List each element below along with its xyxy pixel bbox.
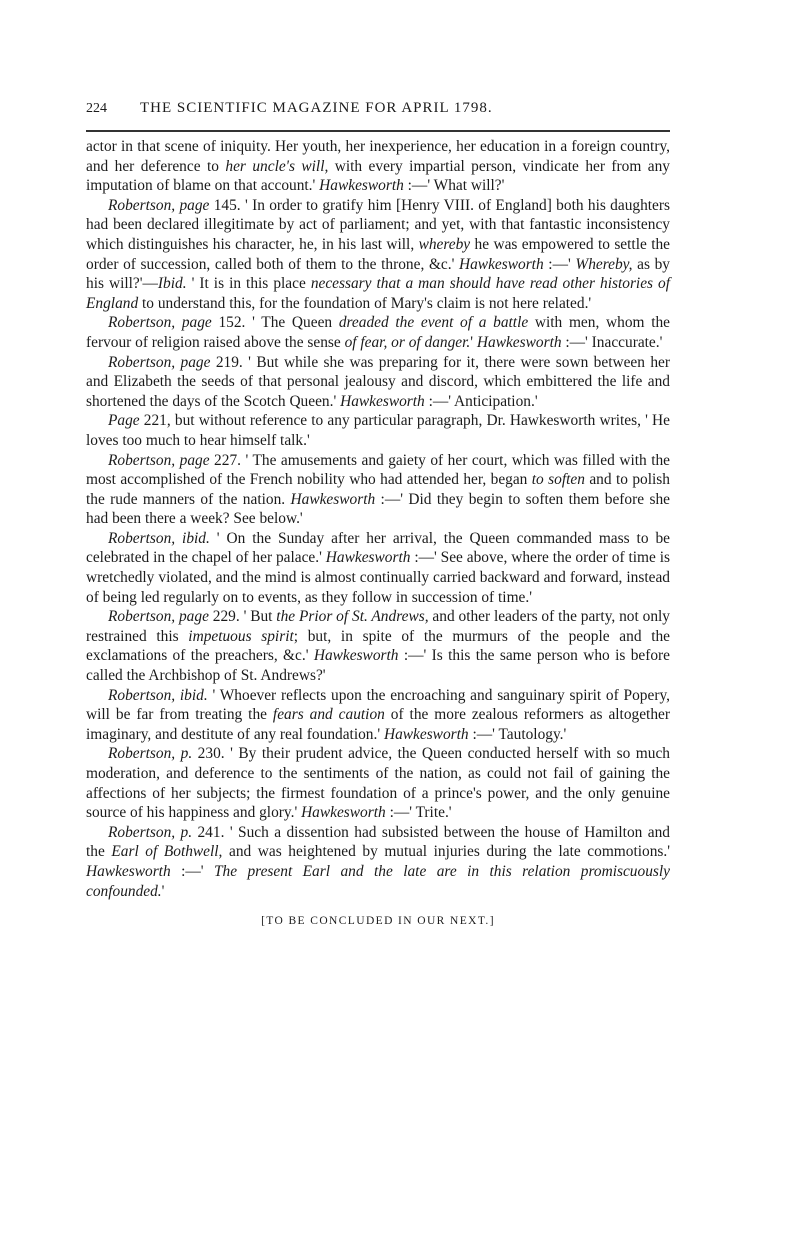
text-run: and to polish the rude manners of the nation. (86, 471, 670, 508)
paragraph (86, 686, 670, 745)
text-run: as by his will?'— (86, 255, 670, 293)
text-run: :—' Trite.' (385, 804, 452, 822)
paragraph (86, 137, 670, 196)
italic-text: Hawkesworth (313, 647, 399, 665)
text-run: ; but, in spite of the murmurs of the people and the exclamations of the preachers, &c.' (86, 627, 671, 665)
article-body (86, 137, 670, 901)
italic-text: Hawkesworth (325, 549, 411, 567)
text-run: :—' Anticipation.' (424, 392, 538, 410)
text-run: 145. ' In order to gratify him [Henry VIII. of England] both his daughters had been declared illegitimate by act of parliament; and yet, with that fantastic inconsistency which distinguishes his character, he, in his last will, (86, 196, 670, 253)
text-run: :—' See above, where the order of time is wretchedly violated, and the mind is almost continually carried backward and forward, instead of being led regularly on to events, as they follow in succession of time.' (86, 549, 671, 606)
italic-text: Robertson, page (108, 196, 210, 214)
italic-text: Hawkesworth (459, 255, 544, 273)
italic-text: Robertson, p. (108, 823, 193, 841)
text-run: with every impartial person, vindicate her from any imputation of blame on that account.' (86, 157, 670, 195)
italic-text: Page (108, 412, 140, 430)
italic-text: Robertson, p. (108, 745, 193, 763)
text-run: he was empowered to settle the order of succession, called both of them to the throne, &c.' (86, 235, 670, 273)
italic-text: Hawkesworth (301, 804, 386, 822)
paragraph (86, 607, 670, 685)
italic-text: Hawkesworth (383, 725, 469, 743)
text-run: :—' What will?' (403, 177, 505, 195)
text-run: ' Whoever reflects upon the encroaching and sanguinary spirit of Popery, will be far from treating the (86, 686, 670, 724)
text-run: with men, whom the fervour of religion raised above the sense (86, 314, 670, 351)
paragraph (86, 823, 670, 901)
italic-text: Robertson, page (108, 608, 209, 626)
page-number: 224 (86, 101, 107, 116)
text-run: 229. ' But (208, 608, 277, 626)
paragraph (86, 353, 670, 412)
italic-text: Robertson, page (108, 314, 212, 332)
paragraph (86, 411, 670, 450)
paragraph (86, 744, 670, 822)
italic-text: impetuous spirit (188, 627, 294, 645)
italic-text: Hawkesworth (476, 333, 562, 351)
text-run: :—' (543, 255, 576, 273)
text-run: and was heightened by mutual injuries during the late commotions.' (222, 843, 671, 861)
paragraph (86, 529, 670, 607)
italic-text: Hawkesworth (340, 392, 425, 410)
text-run: :—' Did they begin to soften them before she had been there a week? See below.' (86, 490, 670, 528)
italic-text: Robertson, ibid. (108, 529, 210, 547)
text-run: :—' Inaccurate.' (561, 333, 663, 351)
text-run: :—' (170, 862, 214, 880)
italic-text: of fear, or of danger. (344, 333, 471, 351)
italic-text: Hawkesworth (319, 177, 404, 195)
text-run: of the more zealous reformers as altogether imaginary, and destitute of any real foundation.' (86, 706, 670, 743)
text-run: actor in that scene of iniquity. Her youth, her inexperience, her education in a foreign country, and her deference to (86, 138, 670, 175)
text-run: ' On the Sunday after her arrival, the Queen commanded mass to be celebrated in the chapel of her palace.' (86, 529, 670, 567)
italic-text: Whereby, (575, 255, 633, 273)
text-run: to understand this, for the foundation of Mary's claim is not here related.' (138, 294, 592, 312)
italic-text: her uncle's will, (225, 157, 329, 175)
running-title: THE SCIENTIFIC MAGAZINE FOR APRIL 1798. (140, 100, 493, 116)
text-run: ' It is in this place (186, 275, 311, 293)
italic-text: Earl of Bothwell, (111, 843, 223, 861)
continuation-note: [TO BE CONCLUDED IN OUR NEXT.] (261, 915, 495, 928)
text-run: 221, but without reference to any particular paragraph, Dr. Hawkesworth writes, ' He loves too much to hear himself talk.' (86, 412, 670, 449)
text-run: :—' Tautology.' (468, 725, 567, 743)
italic-text: Hawkesworth (290, 490, 376, 508)
text-run: 230. ' By their prudent advice, the Queen conducted herself with so much moderation, and deference to the sentiments of the nation, as could not fail of gaining the affections of her subjects; the firmest foundation of a prince's power, and the only genuine source of his happiness and glory.' (86, 745, 670, 822)
italic-text: the Prior of St. Andrews, (276, 608, 429, 626)
paragraph (86, 451, 670, 529)
italic-text: Robertson, ibid. (108, 686, 208, 704)
italic-text: dreaded the event of a battle (338, 314, 529, 332)
text-run: 241. ' Such a dissention had subsisted between the house of Hamilton and the (86, 823, 670, 861)
italic-text: Ibid. (157, 275, 187, 293)
text-run: and other leaders of the party, not only restrained this (86, 608, 671, 645)
italic-text: The present Earl and the late are in this relation promiscuously confounded. (86, 862, 670, 900)
italic-text: Robertson, page (108, 451, 210, 469)
italic-text: Hawkesworth (86, 862, 171, 880)
paragraph (86, 313, 670, 352)
paragraph (86, 196, 670, 314)
text-run: 219. ' But while she was preparing for it, there were sown between her and Elizabeth the seeds of that personal jealousy and discord, which embittered the life and shortened the days of the Scotch Queen.' (86, 353, 670, 410)
italic-text: necessary that a man should have read other histories of England (86, 275, 671, 312)
text-run: 227. ' The amusements and gaiety of her court, which was filled with the most accomplished of the French nobility who had attended her, began (86, 451, 670, 489)
text-run: ' (470, 333, 477, 351)
text-run: ' (161, 882, 165, 900)
italic-text: fears and caution (272, 706, 385, 724)
running-head (86, 100, 670, 122)
italic-text: Robertson, page (108, 353, 211, 371)
text-run: 152. ' The Queen (211, 314, 339, 332)
header-rule (86, 130, 670, 132)
italic-text: to soften (531, 471, 585, 489)
text-run: :—' Is this the same person who is before called the Archbishop of St. Andrews?' (86, 647, 670, 685)
italic-text: whereby (418, 235, 471, 253)
magazine-page (86, 100, 670, 927)
